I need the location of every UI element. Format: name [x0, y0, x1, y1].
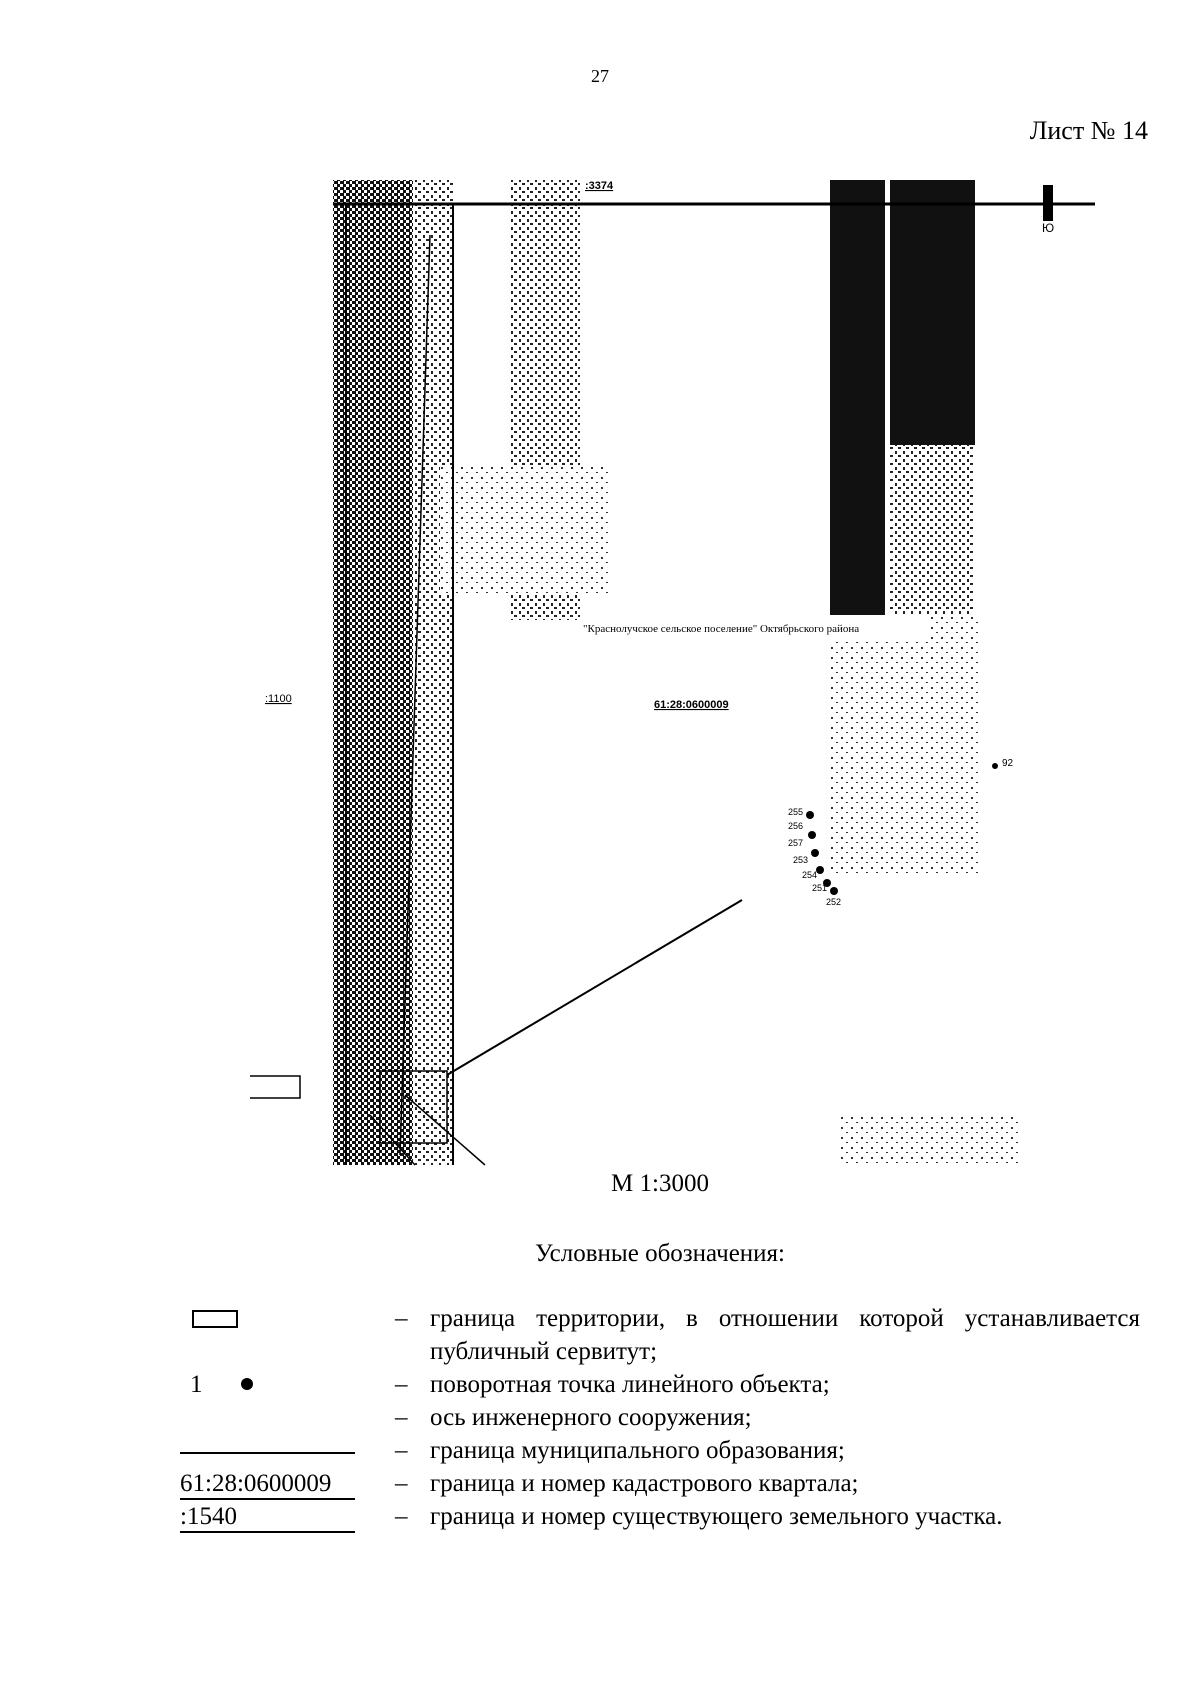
legend-item-engineering-axis	[180, 1401, 1140, 1434]
point-label: 254	[802, 870, 818, 880]
legend-description: граница территории, в отношении которой устанавливается публичный сервитут;	[430, 1305, 1140, 1365]
legend-symbol	[180, 1467, 355, 1500]
point-label: 257	[788, 838, 804, 848]
map-scale: М 1:3000	[611, 1170, 709, 1197]
legend-title: Условные обозначения:	[534, 1240, 786, 1267]
map-quarter-label: 61:28:0600009	[654, 699, 729, 711]
legend-dash: –	[395, 1305, 408, 1332]
map-settlement-label: "Краснолучское сельское поселение" Октябрьского района	[583, 623, 860, 635]
turning-point	[830, 887, 838, 895]
legend-symbol	[180, 1302, 355, 1335]
legend-symbol	[180, 1401, 355, 1434]
legend-dash: –	[395, 1371, 408, 1398]
servitude-boundary-left	[250, 1076, 300, 1098]
legend-symbol-number: 1	[190, 1371, 203, 1398]
legend-dash: –	[395, 1470, 408, 1497]
map-hatch-right	[830, 180, 885, 620]
legend-dash: –	[395, 1404, 408, 1431]
page-number: 27	[591, 66, 609, 86]
legend-description: граница и номер кадастрового квартала;	[430, 1470, 859, 1497]
legend-description: граница и номер существующего земельного участка.	[430, 1503, 1003, 1530]
legend-description: поворотная точка линейного объекта;	[430, 1371, 830, 1398]
legend-symbol	[180, 1368, 355, 1401]
rectangle-symbol-icon	[192, 1310, 238, 1328]
turning-point	[806, 811, 814, 819]
legend-item-turning-point	[180, 1368, 1140, 1401]
map-top-label: :3374	[585, 180, 614, 192]
legend-item-servitude-boundary	[180, 1302, 1140, 1368]
legend	[180, 1302, 1140, 1533]
legend-description: ось инженерного сооружения;	[430, 1404, 752, 1431]
line-symbol-icon	[180, 1452, 355, 1454]
turning-point	[992, 763, 998, 769]
legend-symbol-text: 61:28:0600009	[180, 1467, 355, 1500]
engineering-axis	[447, 900, 742, 1075]
turning-point	[808, 831, 816, 839]
point-label: 255	[788, 807, 804, 817]
legend-item-municipal-boundary	[180, 1434, 1140, 1467]
point-label: 252	[826, 897, 842, 907]
sheet-label: Лист № 14	[1029, 116, 1148, 145]
turning-point	[811, 849, 819, 857]
map-drawing	[250, 175, 1100, 1170]
legend-dash: –	[395, 1503, 408, 1530]
legend-item-cadastral-quarter	[180, 1467, 1140, 1500]
map-direction-label: Ю	[1042, 221, 1055, 235]
legend-dash: –	[395, 1437, 408, 1464]
point-symbol-icon	[241, 1378, 253, 1390]
point-label: 256	[788, 821, 804, 831]
legend-symbol	[180, 1500, 355, 1533]
map-right-label: 92	[1002, 758, 1014, 769]
point-label: 253	[793, 855, 809, 865]
legend-symbol	[180, 1434, 355, 1467]
legend-symbol-text: :1540	[180, 1500, 355, 1533]
turning-point	[816, 866, 824, 874]
point-label: 251	[812, 883, 828, 893]
legend-description: граница муниципального образования;	[430, 1437, 845, 1464]
cadastral-map	[250, 175, 1100, 1170]
map-side-label: :1100	[265, 693, 292, 705]
legend-item-land-plot	[180, 1500, 1140, 1533]
